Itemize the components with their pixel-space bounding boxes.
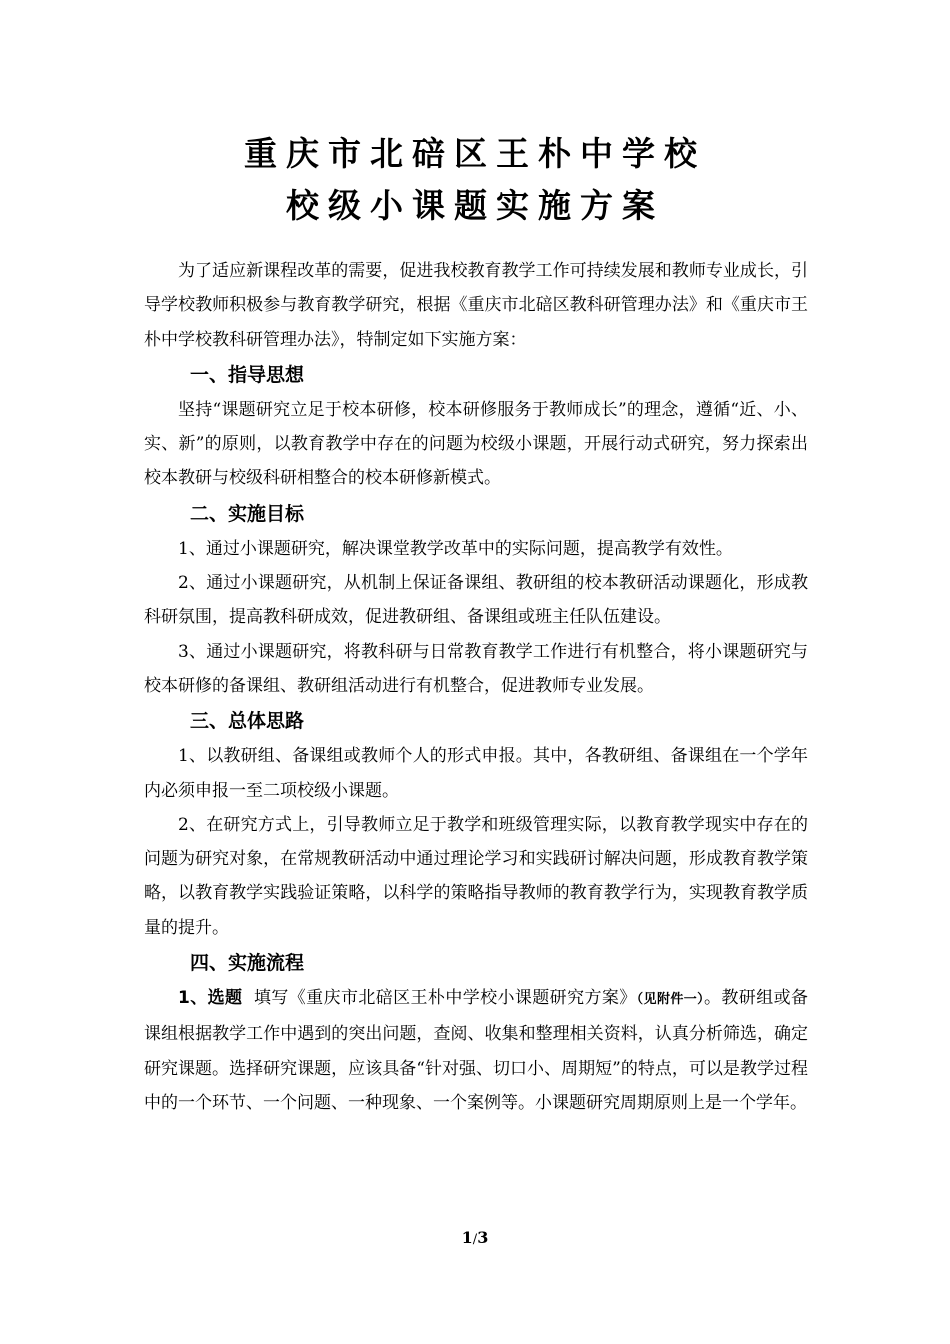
paragraph-approach-2: 2、在研究方式上，引导教师立足于教学和班级管理实际，以教育教学现实中存在的问题为研究对象，在常规教研活动中通过理论学习和实践研讨解决问题，形成教育教学策略，以教育教学实践验证策略，以科学的策略指导教师的教育教学行为，实现教育教学质量的提升。 — [144, 814, 808, 938]
intro-paragraph: 为了适应新课程改革的需要，促进我校教育教学工作可持续发展和教师专业成长，引导学校教师积极参与教育教学研究，根据《重庆市北碚区教科研管理办法》和《重庆市王朴中学校教科研管理办法》，特制定如下实施方案： — [144, 261, 808, 350]
process-step-text-b: 。教研组或备课组根据教学工作中遇到的突出问题，查阅、收集和整理相关资料，认真分析筛选，确定研究课题。选择研究课题，应该具备“针对强、切口小、周期短”的特点，可以是教学过程中的一个环节、一个问题、一种现象、一个案例等。小课题研究周期原则上是一个学年。 — [144, 988, 808, 1113]
section-heading-guiding-thought: 一、指导思想 — [190, 363, 305, 386]
paragraph-approach-1: 1、以教研组、备课组或教师个人的形式申报。其中，各教研组、备课组在一个学年内必须申报一至二项校级小课题。 — [144, 746, 808, 801]
section-heading-overall-approach: 三、总体思路 — [190, 710, 305, 733]
paragraph-goal-1: 1、通过小课题研究，解决课堂教学改革中的实际问题，提高教学有效性。 — [178, 538, 733, 559]
total-pages: 3 — [477, 1228, 489, 1247]
current-page: 1 — [461, 1228, 473, 1247]
document-title-line2: 校级小课题实施方案 — [286, 186, 664, 225]
paragraph-goal-3: 3、通过小课题研究，将教科研与日常教育教学工作进行有机整合，将小课题研究与校本研修的备课组、教研组活动进行有机整合，促进教师专业发展。 — [144, 641, 808, 696]
paragraph-guiding-thought: 坚持“课题研究立足于校本研修，校本研修服务于教师成长”的理念，遵循“近、小、实、新”的原则，以教育教学中存在的问题为校级小课题，开展行动式研究，努力探索出校本教研与校级科研相整合的校本研修新模式。 — [144, 399, 808, 489]
process-step-text-a: 填写《重庆市北碚区王朴中学校小课题研究方案》 — [254, 988, 637, 1009]
attachment-note: （见附件一） — [636, 992, 705, 1008]
page-number — [0, 1228, 950, 1247]
document-body — [144, 254, 808, 1120]
section-heading-goals: 二、实施目标 — [190, 502, 305, 525]
process-step-label: 1、选题 — [178, 988, 243, 1009]
document-title-line1: 重庆市北碚区王朴中学校 — [244, 134, 706, 173]
paragraph-process-1 — [144, 981, 808, 1120]
page-separator: / — [472, 1232, 478, 1247]
paragraph-goal-2: 2、通过小课题研究，从机制上保证备课组、教研组的校本教研活动课题化，形成教科研氛围，提高教科研成效，促进教研组、备课组或班主任队伍建设。 — [144, 573, 808, 628]
section-heading-process: 四、实施流程 — [190, 952, 305, 975]
